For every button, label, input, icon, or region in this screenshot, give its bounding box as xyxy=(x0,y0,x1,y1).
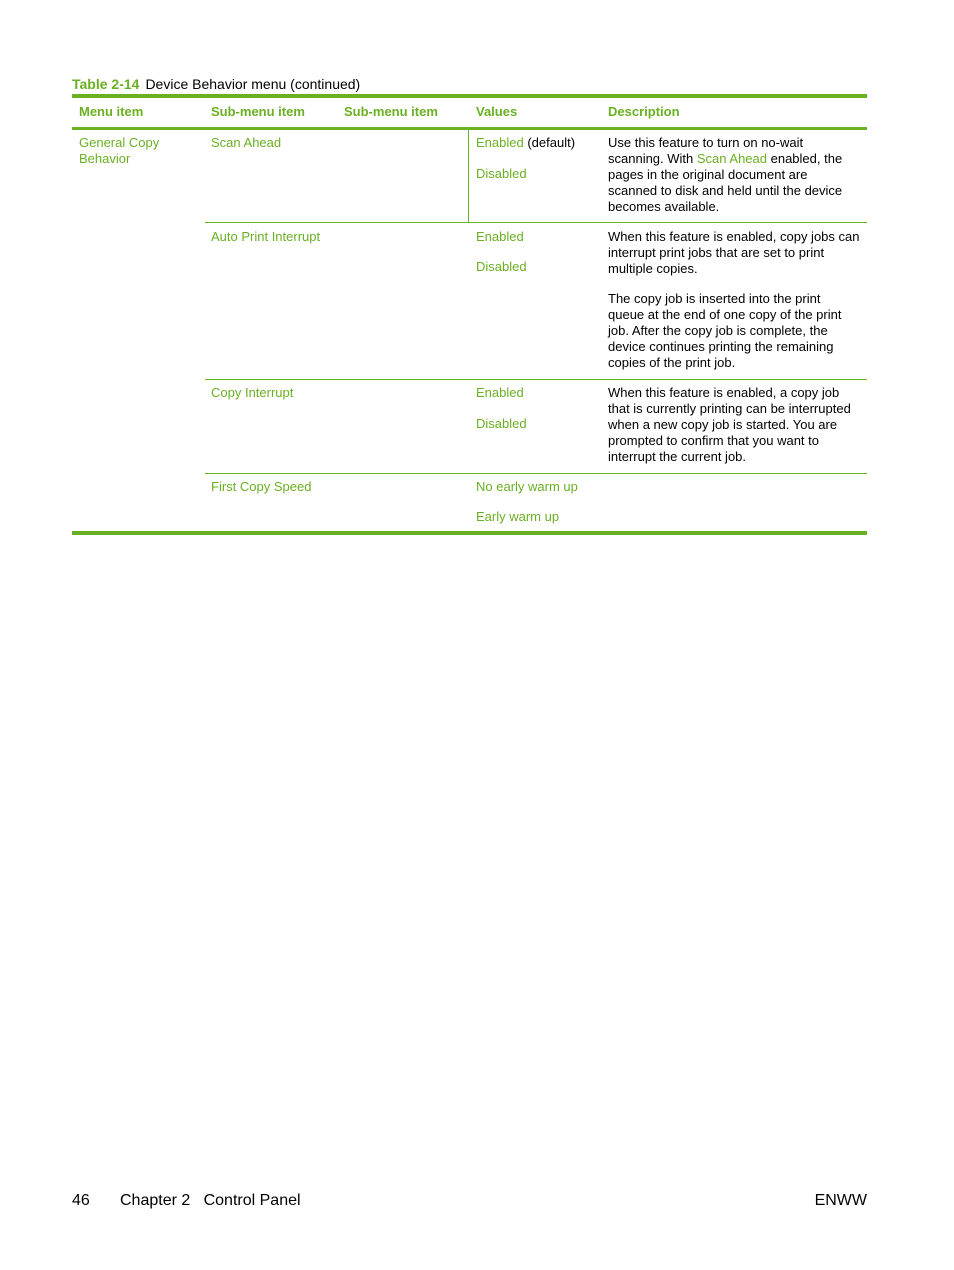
description-scan-ahead xyxy=(608,135,860,215)
description-copy-interrupt xyxy=(608,385,860,465)
value-disabled: Disabled xyxy=(476,416,527,431)
description-auto-print-interrupt xyxy=(608,229,860,371)
value-enabled: Enabled xyxy=(476,385,524,400)
header-values: Values xyxy=(476,104,518,119)
row-divider xyxy=(205,473,867,474)
submenu-scan-ahead: Scan Ahead xyxy=(211,135,282,150)
header-rule xyxy=(72,127,867,130)
description-paragraph-1: When this feature is enabled, a copy job that is currently printing can be interrupted when a new copy job is started. You are prompted to confirm that you want to interrupt the current job. xyxy=(608,385,851,464)
description-text: Use this feature to turn on no-wait scanning. With xyxy=(608,135,804,166)
values-scan-ahead xyxy=(476,135,601,182)
values-copy-interrupt xyxy=(476,385,601,432)
header-submenu-item-2: Sub-menu item xyxy=(344,104,438,119)
row-divider xyxy=(205,379,867,380)
menu-item-line2: Behavior xyxy=(79,151,131,166)
value-no-early-warm-up: No early warm up xyxy=(476,479,578,494)
value-enabled: Enabled xyxy=(476,135,524,150)
table-bottom-rule xyxy=(72,531,867,535)
values-auto-print-interrupt xyxy=(476,229,601,275)
submenu-first-copy-speed: First Copy Speed xyxy=(211,479,312,494)
page-number: 46 xyxy=(72,1192,90,1209)
row-divider xyxy=(205,222,867,223)
table-caption xyxy=(72,76,360,92)
menu-item-line1: General Copy xyxy=(79,135,160,150)
values-first-copy-speed xyxy=(476,479,601,525)
table-title: Device Behavior menu (continued) xyxy=(145,76,361,92)
value-disabled: Disabled xyxy=(476,259,527,274)
submenu-auto-print-interrupt: Auto Print Interrupt xyxy=(211,229,321,244)
table-number: Table 2-14 xyxy=(72,76,140,92)
description-link-scan-ahead: Scan Ahead xyxy=(696,151,767,166)
menu-item-cell xyxy=(79,135,199,167)
value-disabled: Disabled xyxy=(476,166,527,181)
chapter-title: Chapter 2 Control Panel xyxy=(120,1192,301,1209)
header-description: Description xyxy=(608,104,680,119)
value-early-warm-up: Early warm up xyxy=(476,509,560,524)
submenu-copy-interrupt: Copy Interrupt xyxy=(211,385,294,400)
value-default-note: (default) xyxy=(523,135,576,150)
description-text: enabled, the pages in the original document are scanned to disk and held until the device becomes available. xyxy=(608,151,843,214)
header-submenu-item-1: Sub-menu item xyxy=(211,104,305,119)
footer-enww: ENWW xyxy=(814,1192,867,1209)
value-enabled: Enabled xyxy=(476,229,524,244)
header-menu-item: Menu item xyxy=(79,104,144,119)
table-top-rule xyxy=(72,94,867,98)
column-divider xyxy=(468,130,469,223)
description-paragraph-1: When this feature is enabled, copy jobs can interrupt print jobs that are set to print multiple copies. xyxy=(608,229,860,276)
description-paragraph-2: The copy job is inserted into the print queue at the end of one copy of the print job. After the copy job is complete, the device continues printing the remaining copies of the print job. xyxy=(608,291,842,370)
